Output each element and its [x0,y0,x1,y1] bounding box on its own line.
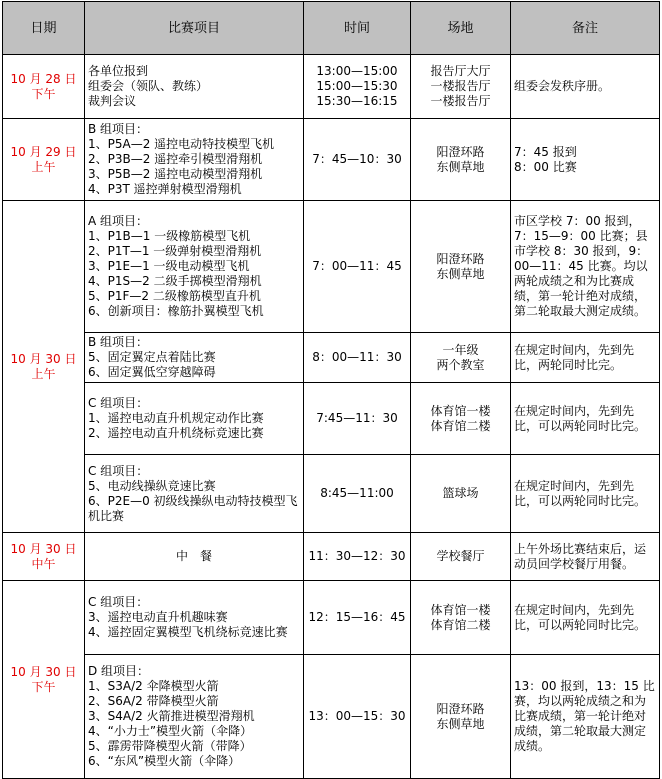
time-cell: 11：30—12：30 [304,533,411,581]
date-cell: 10 月 28 日 下午 [3,55,85,119]
date-cell: 10 月 30 日 下午 [3,581,85,779]
header-notes: 备注 [511,2,660,55]
notes-cell: 在规定时间内，先到先比，可以两轮同时比完。 [511,581,660,655]
event-cell: B 组项目： 1、P5A—2 遥控电动特技模型飞机 2、P3B—2 遥控牵引模型滑翔机 3、P5B—2 遥控电动模型滑翔机 4、P3T 遥控弹射模型滑翔机 [85,119,304,201]
event-cell: A 组项目： 1、P1B—1 一级橡筋模型飞机 2、P1T—1 一级弹射模型滑翔机 3、P1E—1 一级电动模型飞机 4、P1S—2 二级手掷模型滑翔机 5、P1F—2 二级橡筋模型直升机 6、创新项目：橡筋扑翼模型飞机 [85,201,304,333]
notes-cell: 13：00 报到，13：15 比赛，均以两轮成绩之和为比赛成绩，第一轮计绝对成绩，第二轮取最大测定成绩。 [511,655,660,779]
table-row [3,655,660,779]
notes-cell: 组委会发秩序册。 [511,55,660,119]
event-cell: 中 餐 [85,533,304,581]
venue-cell: 学校餐厅 [411,533,511,581]
time-cell: 13：00—15：30 [304,655,411,779]
table-row [3,55,660,119]
venue-cell: 阳澄环路 东侧草地 [411,655,511,779]
date-cell: 10 月 29 日 上午 [3,119,85,201]
venue-cell: 一年级 两个教室 [411,333,511,383]
venue-cell: 阳澄环路 东侧草地 [411,201,511,333]
venue-cell: 体育馆一楼 体育馆二楼 [411,581,511,655]
event-cell: C 组项目： 3、遥控电动直升机趣味赛 4、遥控固定翼模型飞机绕标竞速比赛 [85,581,304,655]
table-row [3,119,660,201]
event-cell: C 组项目： 1、遥控电动直升机规定动作比赛 2、遥控电动直升机绕标竞速比赛 [85,383,304,455]
notes-cell: 在规定时间内，先到先比，两轮同时比完。 [511,333,660,383]
date-cell: 10 月 30 日 中午 [3,533,85,581]
notes-cell: 7：45 报到 8：00 比赛 [511,119,660,201]
time-cell: 8:45—11:00 [304,455,411,533]
header-event: 比赛项目 [85,2,304,55]
venue-cell: 报告厅大厅 一楼报告厅 一楼报告厅 [411,55,511,119]
date-cell: 10 月 30 日 上午 [3,201,85,533]
table-row [3,581,660,655]
event-cell: B 组项目： 5、固定翼定点着陆比赛 6、固定翼低空穿越障碍 [85,333,304,383]
table-row [3,333,660,383]
venue-cell: 篮球场 [411,455,511,533]
time-cell: 8：00—11：30 [304,333,411,383]
notes-cell: 在规定时间内，先到先比，可以两轮同时比完。 [511,455,660,533]
time-cell: 13:00—15:00 15:00—15:30 15:30—16:15 [304,55,411,119]
header-date: 日期 [3,2,85,55]
table-row [3,533,660,581]
venue-cell: 体育馆一楼 体育馆二楼 [411,383,511,455]
event-cell: D 组项目： 1、S3A/2 伞降模型火箭 2、S6A/2 带降模型火箭 3、S4A/2 火箭推进模型滑翔机 4、“小力士”模型火箭（伞降） 5、霹雳带降模型火箭（带降） 6、“东风”模型火箭（伞降） [85,655,304,779]
table-row [3,455,660,533]
time-cell: 7：45—10：30 [304,119,411,201]
table-row [3,383,660,455]
notes-cell: 在规定时间内，先到先比，可以两轮同时比完。 [511,383,660,455]
notes-cell: 市区学校 7：00 报到，7：15—9：00 比赛；县市学校 8：30 报到，9：00—11：45 比赛。均以两轮成绩之和为比赛成绩，第一轮计绝对成绩，第二轮取最大测定成绩。 [511,201,660,333]
schedule-table [2,1,660,779]
notes-cell: 上午外场比赛结束后，运动员回学校餐厅用餐。 [511,533,660,581]
header-venue: 场地 [411,2,511,55]
time-cell: 7：00—11：45 [304,201,411,333]
header-time: 时间 [304,2,411,55]
venue-cell: 阳澄环路 东侧草地 [411,119,511,201]
time-cell: 12：15—16：45 [304,581,411,655]
time-cell: 7:45—11：30 [304,383,411,455]
header-row [3,2,660,55]
event-cell: C 组项目： 5、电动线操纵竞速比赛 6、P2E—0 初级线操纵电动特技模型飞机比赛 [85,455,304,533]
event-cell: 各单位报到 组委会（领队、教练） 裁判会议 [85,55,304,119]
table-row [3,201,660,333]
